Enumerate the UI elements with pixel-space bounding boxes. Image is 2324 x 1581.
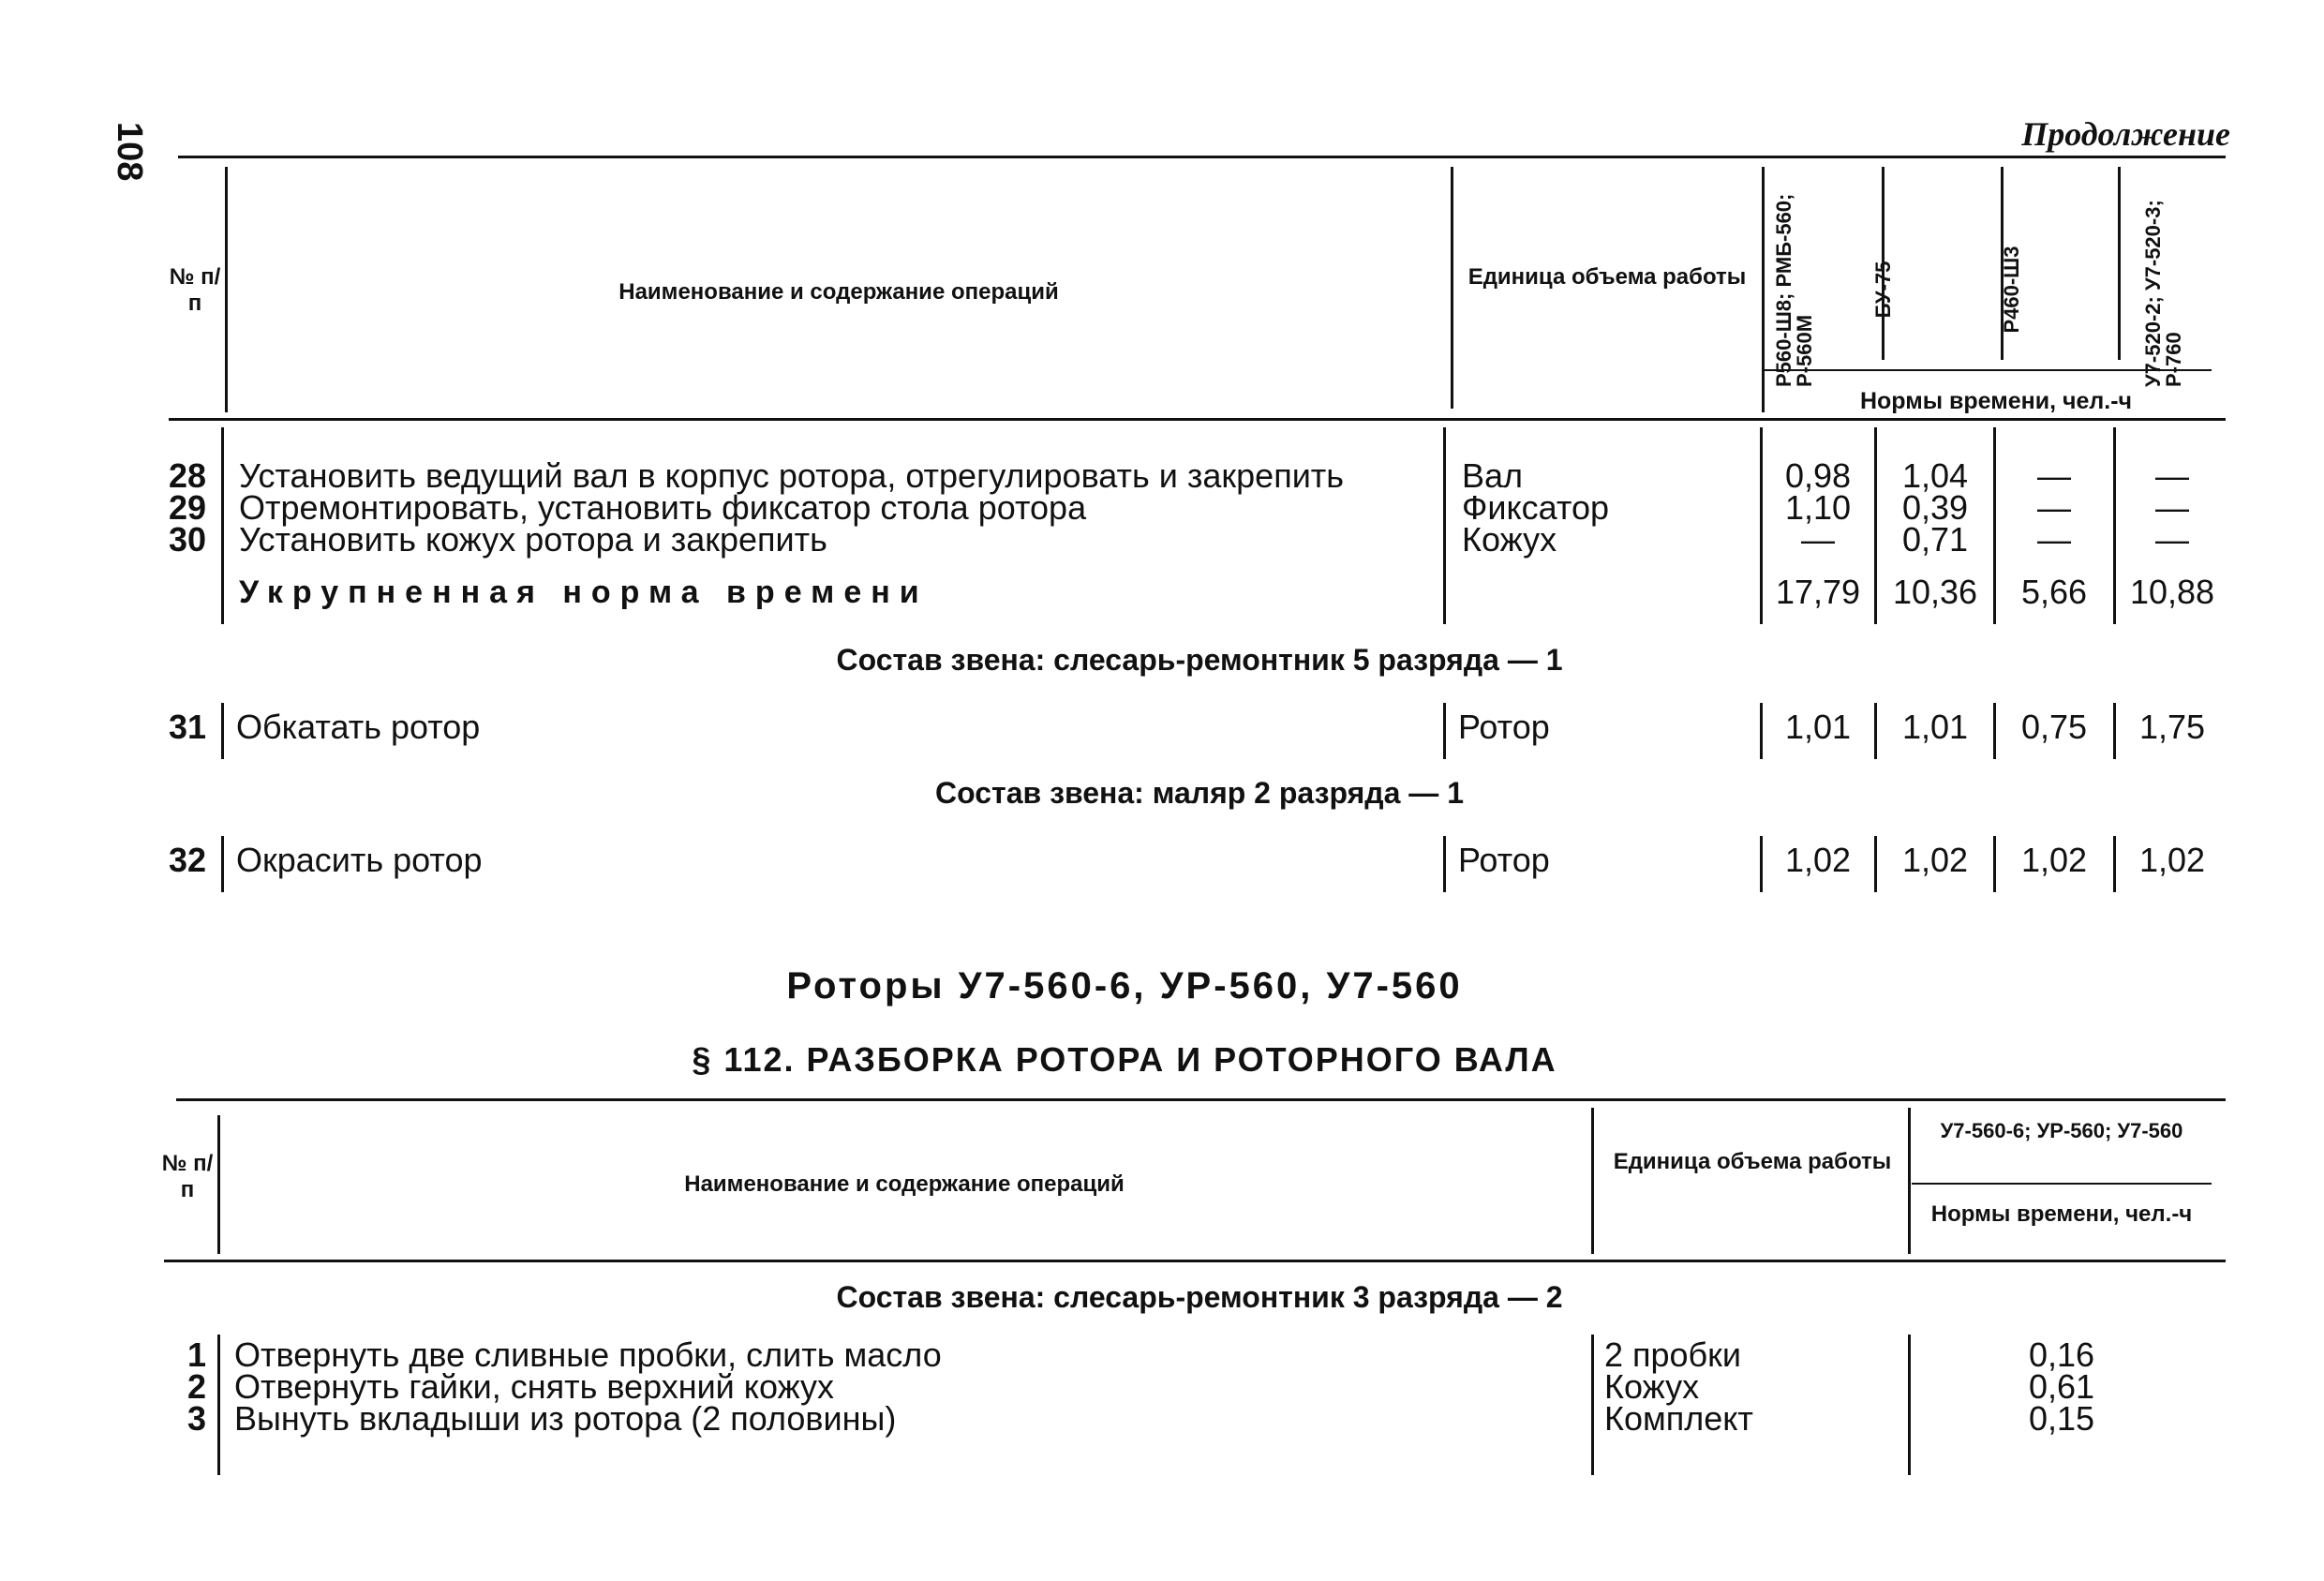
total-value: 10,36	[1892, 573, 1978, 611]
table-1-vline	[221, 836, 224, 892]
unit-cell: Вал	[1462, 456, 1524, 495]
value-cell: 1,02	[2020, 841, 2088, 879]
table-2-header-norms: Нормы времени, чел.-ч	[1930, 1201, 2193, 1227]
value-cell: 1,02	[2138, 841, 2206, 879]
unit-cell: Комплект	[1604, 1399, 1753, 1438]
table-1-vline	[1874, 427, 1877, 624]
table-2-vline	[1908, 1335, 1911, 1475]
table-2-header-num: № п/п	[161, 1151, 214, 1202]
unit-cell: 2 пробки	[1604, 1335, 1742, 1374]
crew-composition-label: Состав звена: слесарь-ремонтник 3 разряда — 2	[836, 1280, 1563, 1314]
total-value: 10,88	[2129, 573, 2215, 611]
table-2-vline	[1591, 1335, 1594, 1475]
table-2-header-name: Наименование и содержание операций	[684, 1171, 1125, 1197]
table-2-header-unit: Единица объема работы	[1613, 1149, 1892, 1174]
table-1-vline	[1443, 427, 1446, 624]
value-cell: —	[2155, 520, 2189, 559]
table-1-vline	[1874, 836, 1877, 892]
value-cell: 0,75	[2020, 708, 2088, 746]
value-cell: —	[2155, 456, 2189, 495]
table-1-header-model-1: Р560-Ш8; РМБ-560; Р-560М	[1772, 193, 1816, 387]
table-2-vline	[1908, 1108, 1911, 1254]
section-subtitle: § 112. РАЗБОРКА РОТОРА И РОТОРНОГО ВАЛА	[692, 1040, 1557, 1079]
table-1-vline	[1451, 167, 1453, 409]
continuation-label: Продолжение	[2021, 115, 2230, 153]
unit-cell: Кожух	[1462, 520, 1557, 559]
table-1-top-rule	[178, 156, 2226, 158]
table-1-header-model-2: БУ-75	[1871, 261, 1895, 319]
value-cell: —	[2155, 488, 2189, 527]
table-1-vline	[221, 427, 224, 624]
operation-name: Установить ведущий вал в корпус ротора, отрегулировать и закрепить	[239, 456, 1345, 495]
table-1-vline	[1443, 703, 1446, 759]
table-1-header-unit: Единица объема работы	[1467, 264, 1747, 290]
value-cell: 0,71	[1901, 520, 1969, 559]
value-cell: 1,02	[1784, 841, 1852, 879]
total-value: 17,79	[1775, 573, 1861, 611]
table-1-header-num: № п/п	[169, 264, 221, 316]
table-2-vline	[1591, 1108, 1594, 1254]
table-1-vline	[221, 703, 224, 759]
unit-cell: Фиксатор	[1462, 488, 1609, 527]
value-cell: 1,02	[1901, 841, 1969, 879]
value-cell: 0,15	[2028, 1399, 2095, 1438]
value-cell: 0,16	[2028, 1335, 2095, 1374]
table-1-vline	[1443, 836, 1446, 892]
table-2-header-model: У7-560-6; УР-560; У7-560	[1940, 1119, 2183, 1142]
table-1-vline	[1874, 703, 1877, 759]
row-number: 29	[168, 488, 206, 527]
crew-composition-label: Состав звена: слесарь-ремонтник 5 разряда — 1	[836, 643, 1563, 677]
table-1-header-model-3: Р460-Ш3	[2000, 246, 2023, 334]
unit-cell: Ротор	[1458, 841, 1550, 879]
table-1-header-model-4: У7-520-2; У7-520-3; Р-760	[2141, 200, 2185, 387]
value-cell: 1,01	[1784, 708, 1852, 746]
table-2-vline	[217, 1115, 220, 1254]
operation-name: Отвернуть гайки, снять верхний кожух	[234, 1367, 835, 1406]
row-number: 3	[186, 1399, 206, 1438]
table-1-header-rule	[169, 418, 2226, 421]
value-cell: —	[2037, 456, 2071, 495]
value-cell: —	[2037, 520, 2071, 559]
section-title: Роторы У7-560-6, УР-560, У7-560	[786, 965, 1463, 1007]
value-cell: 1,01	[1901, 708, 1969, 746]
row-number: 30	[168, 520, 206, 559]
value-cell: —	[2037, 488, 2071, 527]
row-number: 28	[168, 456, 206, 495]
operation-name: Обкатать ротор	[236, 708, 481, 746]
value-cell: 0,61	[2028, 1367, 2095, 1406]
table-1-vline	[2118, 167, 2121, 360]
table-1-vline	[1762, 167, 1765, 412]
value-cell: 1,10	[1784, 488, 1852, 527]
crew-composition-label: Состав звена: маляр 2 разряда — 1	[935, 776, 1464, 810]
value-cell: 0,39	[1901, 488, 1969, 527]
unit-cell: Кожух	[1604, 1367, 1700, 1406]
table-1-vline	[225, 167, 228, 412]
table-1-header-name: Наименование и содержание операций	[618, 279, 1059, 305]
row-number: 32	[168, 841, 206, 879]
page-number: 108	[110, 122, 149, 182]
row-number: 2	[186, 1367, 206, 1406]
table-2-top-rule	[176, 1098, 2226, 1101]
table-2-vline	[217, 1335, 220, 1475]
value-cell: —	[1801, 520, 1835, 559]
total-value: 5,66	[2020, 573, 2088, 611]
value-cell: 1,04	[1901, 456, 1969, 495]
operation-name: Отвернуть две сливные пробки, слить масло	[234, 1335, 942, 1374]
row-number: 1	[186, 1335, 206, 1374]
operation-name: Отремонтировать, установить фиксатор стола ротора	[239, 488, 1087, 527]
operation-name: Вынуть вкладыши из ротора (2 половины)	[234, 1399, 897, 1438]
total-label: Укрупненная норма времени	[239, 574, 929, 610]
table-2-model-rule	[1912, 1183, 2212, 1185]
value-cell: 0,98	[1784, 456, 1852, 495]
value-cell: 1,75	[2138, 708, 2206, 746]
table-2-header-rule	[164, 1260, 2226, 1262]
operation-name: Окрасить ротор	[236, 841, 483, 879]
row-number: 31	[168, 708, 206, 746]
table-1-header-norms: Нормы времени, чел.-ч	[1859, 388, 2133, 414]
operation-name: Установить кожух ротора и закрепить	[239, 520, 827, 559]
unit-cell: Ротор	[1458, 708, 1550, 746]
